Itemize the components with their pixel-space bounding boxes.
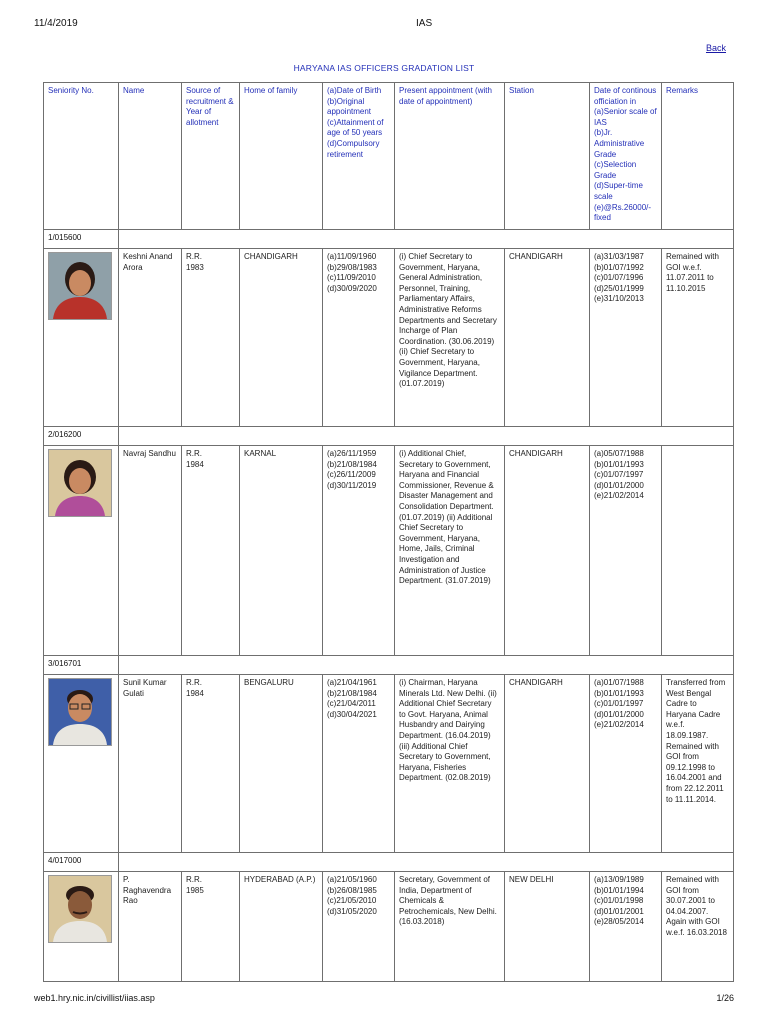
officer-row xyxy=(44,249,734,427)
print-date: 11/4/2019 xyxy=(34,18,78,29)
officer-photo xyxy=(48,875,112,943)
officer-home: BENGALURU xyxy=(240,675,323,853)
header-source: Source of recruitment & Year of allotment xyxy=(182,83,240,230)
officer-photo xyxy=(48,252,112,320)
officer-name: Keshni Anand Arora xyxy=(119,249,182,427)
seniority-no: 2/016200 xyxy=(44,427,119,446)
back-link[interactable]: Back xyxy=(705,43,726,53)
officer-name: Sunil Kumar Gulati xyxy=(119,675,182,853)
header-station: Station xyxy=(505,83,590,230)
photo-cell xyxy=(44,675,119,853)
officer-station: CHANDIGARH xyxy=(505,249,590,427)
officer-dates: (a)11/09/1960 (b)29/08/1983 (c)11/09/2010 (d)30/09/2020 xyxy=(323,249,395,427)
officer-station: NEW DELHI xyxy=(505,872,590,982)
officer-row xyxy=(44,446,734,656)
officer-officiation: (a)31/03/1987 (b)01/07/1992 (c)01/07/1996 (d)25/01/1999 (e)31/10/2013 xyxy=(590,249,662,427)
officer-officiation: (a)05/07/1988 (b)01/01/1993 (c)01/07/1997 (d)01/01/2000 (e)21/02/2014 xyxy=(590,446,662,656)
photo-cell xyxy=(44,249,119,427)
header-home: Home of family xyxy=(240,83,323,230)
seniority-no: 4/017000 xyxy=(44,853,119,872)
seniority-no: 1/015600 xyxy=(44,230,119,249)
officer-source: R.R. 1983 xyxy=(182,249,240,427)
officer-source: R.R. 1985 xyxy=(182,872,240,982)
header-remarks: Remarks xyxy=(662,83,734,230)
officer-photo xyxy=(48,678,112,746)
header-officiation: Date of continous officiation in (a)Senior scale of IAS (b)Jr. Administrative Grade (c)Selection Grade (d)Super-time scale (e)@Rs.26000/- fixed xyxy=(590,83,662,230)
seniority-no: 3/016701 xyxy=(44,656,119,675)
officer-appointment: Secretary, Government of India, Department of Chemicals & Petrochemicals, New Delhi. (16.03.2018) xyxy=(395,872,505,982)
officer-appointment: (i) Chief Secretary to Government, Haryana, General Administration, Personnel, Training, Parliamentary Affairs, Administrative Reforms Departments and Secretary Incharge of Plan Coordination. (30.06.2019) (ii) Chief Secretary to Government, Haryana, Vigilance Department. (01.07.2019) xyxy=(395,249,505,427)
officer-source: R.R. 1984 xyxy=(182,675,240,853)
officer-remarks: Remained with GOI w.e.f. 11.07.2011 to 11.10.2015 xyxy=(662,249,734,427)
officer-officiation: (a)01/07/1988 (b)01/01/1993 (c)01/01/1997 (d)01/01/2000 (e)21/02/2014 xyxy=(590,675,662,853)
photo-cell xyxy=(44,872,119,982)
officer-name: P. Raghavendra Rao xyxy=(119,872,182,982)
page-title: IAS xyxy=(416,18,433,29)
gradation-list-title: HARYANA IAS OFFICERS GRADATION LIST xyxy=(293,63,475,73)
officer-home: HYDERABAD (A.P.) xyxy=(240,872,323,982)
seniority-row xyxy=(44,656,734,675)
header-seniority: Seniority No. xyxy=(44,83,119,230)
officer-station: CHANDIGARH xyxy=(505,675,590,853)
page-url: web1.hry.nic.in/civillist/iias.asp xyxy=(34,993,155,1003)
officer-dates: (a)21/05/1960 (b)26/08/1985 (c)21/05/2010 (d)31/05/2020 xyxy=(323,872,395,982)
officer-home: CHANDIGARH xyxy=(240,249,323,427)
header-name: Name xyxy=(119,83,182,230)
gradation-table xyxy=(43,82,734,982)
officer-remarks: Transferred from West Bengal Cadre to Haryana Cadre w.e.f. 18.09.1987. Remained with GOI from 09.12.1998 to 16.04.2001 and from 22.12.2011 to 11.11.2014. xyxy=(662,675,734,853)
officer-appointment: (i) Chairman, Haryana Minerals Ltd. New Delhi. (ii) Additional Chief Secretary to Govt. Haryana, Animal Husbandry and Dairying Department. (16.04.2019) (iii) Additional Chief Secretary to Government, Haryana, Fisheries Department. (02.08.2019) xyxy=(395,675,505,853)
seniority-row xyxy=(44,427,734,446)
seniority-row xyxy=(44,230,734,249)
officer-home: KARNAL xyxy=(240,446,323,656)
photo-cell xyxy=(44,446,119,656)
officer-officiation: (a)13/09/1989 (b)01/01/1994 (c)01/01/1998 (d)01/01/2001 (e)28/05/2014 xyxy=(590,872,662,982)
header-appointment: Present appointment (with date of appointment) xyxy=(395,83,505,230)
officer-dates: (a)21/04/1961 (b)21/08/1984 (c)21/04/2011 (d)30/04/2021 xyxy=(323,675,395,853)
page-number: 1/26 xyxy=(716,993,734,1003)
seniority-row xyxy=(44,853,734,872)
officer-appointment: (i) Additional Chief, Secretary to Government, Haryana and Financial Commissioner, Revenue & Disaster Management and Consolidation Department. (01.07.2019) (ii) Additional Chief Secretary to Government, Haryana, Home, Jails, Criminal Investigation and Administration of Justice Department. (31.07.2019) xyxy=(395,446,505,656)
page-header xyxy=(0,18,768,32)
table-header-row xyxy=(44,83,734,230)
officer-dates: (a)26/11/1959 (b)21/08/1984 (c)26/11/2009 (d)30/11/2019 xyxy=(323,446,395,656)
officer-row xyxy=(44,872,734,982)
officer-remarks: Remained with GOI from 30.07.2001 to 04.04.2007. Again with GOI w.e.f. 16.03.2018 xyxy=(662,872,734,982)
page-footer xyxy=(0,993,768,1007)
officer-source: R.R. 1984 xyxy=(182,446,240,656)
officer-remarks xyxy=(662,446,734,656)
officer-station: CHANDIGARH xyxy=(505,446,590,656)
header-dates: (a)Date of Birth (b)Original appointment (c)Attainment of age of 50 years (d)Compulsory retirement xyxy=(323,83,395,230)
officer-row xyxy=(44,675,734,853)
officer-name: Navraj Sandhu xyxy=(119,446,182,656)
officer-photo xyxy=(48,449,112,517)
